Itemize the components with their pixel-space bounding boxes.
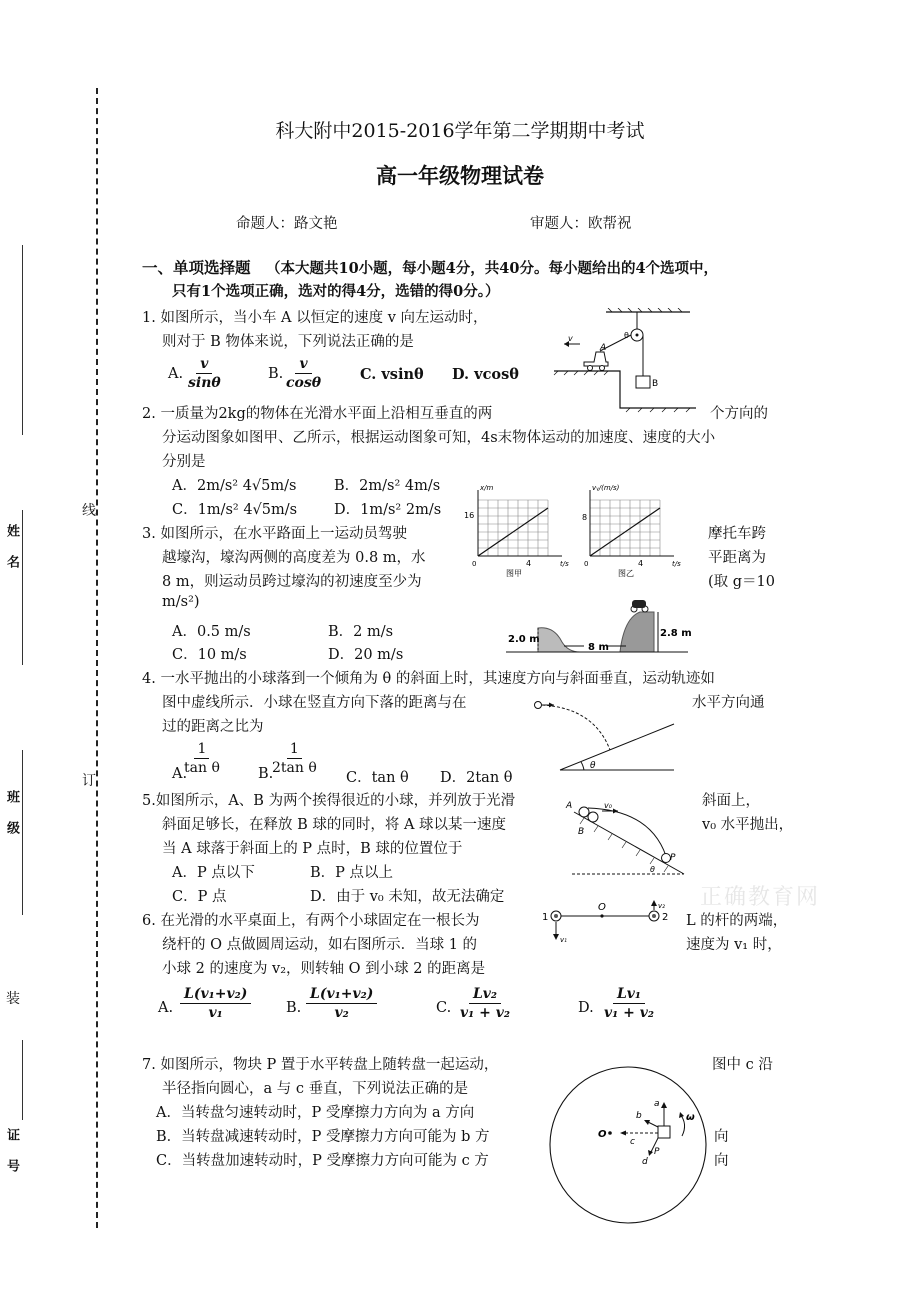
omega-arrowhead	[679, 1112, 684, 1118]
q4-figure	[528, 696, 678, 776]
q4-option-c: C．tan θ	[346, 770, 409, 786]
q2-option-a: A．2m/s² 4√5m/s	[172, 478, 297, 494]
q6-option-b-label: B.	[286, 1000, 302, 1016]
pulley-axle	[636, 334, 639, 337]
jia-xtick: 4	[526, 559, 532, 568]
v2-arrowhead	[651, 900, 657, 906]
q1-line2: 则对于 B 物体来说，下列说法正确的是	[162, 334, 414, 350]
q4-line3: 过的距离之比为	[162, 719, 264, 735]
q6-option-a-label: A.	[158, 1000, 174, 1016]
q1-option-c: C. vsinθ	[360, 366, 424, 383]
q6-a-den: v₁	[208, 1005, 223, 1021]
q3-option-c: C．10 m/s	[172, 647, 247, 663]
throw-arrowhead	[549, 703, 554, 708]
q3-line3: 8 m，则运动员跨过壕沟的初速度至少为	[162, 574, 422, 590]
q6-c-den: v₁ + v₂	[460, 1005, 511, 1021]
q7-option-c-tail: 向	[714, 1153, 729, 1169]
label-1: 1	[542, 912, 549, 923]
ball-2-core	[652, 914, 656, 918]
label-v1: v₁	[560, 936, 567, 944]
q5-line2: 斜面足够长，在释放 B 球的同时，将 A 球以某一速度	[162, 817, 507, 833]
q6-a-num: L(v₁+v₂)	[180, 986, 251, 1004]
block-p	[658, 1126, 670, 1138]
label-omega: ω	[686, 1112, 695, 1123]
q2-line1: 2. 一质量为2kg的物体在光滑水平面上沿相互垂直的两	[142, 406, 493, 422]
ground-hatch	[554, 371, 690, 412]
q4-line1: 4. 一水平抛出的小球落到一个倾角为 θ 的斜面上时，其速度方向与斜面垂直，运动轨迹如	[142, 671, 715, 687]
section-note-2: 只有1个选项正确，选对的得4分，选错的得0分。）	[172, 283, 500, 300]
left-bank	[538, 628, 580, 652]
q5-line2-tail: v₀ 水平抛出，	[702, 817, 794, 833]
jia-ylabel: x/m	[480, 484, 494, 492]
ball-a	[579, 807, 589, 817]
q7-option-c: C．当转盘加速转动时，P 受摩擦力方向可能为 c 方	[156, 1153, 489, 1169]
section-heading: 一、单项选择题	[142, 258, 251, 277]
label-v: v	[568, 334, 573, 343]
q7-line2: 半径指向圆心，a 与 c 垂直，下列说法正确的是	[162, 1081, 469, 1097]
id-underline	[22, 1040, 23, 1120]
q3-option-d: D．20 m/s	[328, 647, 404, 663]
jia-grid	[478, 500, 548, 556]
class-label: 班级	[4, 790, 19, 852]
q5-option-a: A．P 点以下	[172, 865, 255, 881]
graph-jia	[464, 484, 569, 578]
q6-d-num: Lv₁	[613, 986, 645, 1004]
q3-line2-tail: 平距离为	[708, 550, 766, 566]
q4-option-b-fraction	[272, 740, 317, 777]
theta-arc	[581, 762, 584, 770]
q7-line1: 7. 如图所示，物块 P 置于水平转盘上随转盘一起运动，	[142, 1057, 499, 1073]
label-a: a	[654, 1099, 660, 1109]
graph-yi	[582, 484, 681, 578]
trajectory-a	[588, 808, 666, 856]
watermark: 正确教育网	[700, 885, 821, 910]
q5-line1-tail: 斜面上，	[702, 793, 760, 809]
q6-line1-tail: L 的杆的两端，	[686, 913, 788, 929]
q4-b-den: 2tan θ	[272, 760, 317, 776]
label-a: A	[566, 801, 573, 811]
yi-xlabel: t/s	[672, 560, 681, 568]
theta: θ	[650, 865, 655, 874]
q7-figure	[546, 1064, 712, 1226]
q4-option-a-label: A.	[172, 766, 188, 782]
theta-label: θ	[624, 331, 629, 340]
id-label: 证号	[4, 1128, 19, 1190]
q7-option-b-tail: 向	[714, 1129, 729, 1145]
gap-width: 8 m	[588, 642, 609, 653]
pivot-o	[600, 914, 603, 917]
left-height: 2.0 m	[508, 634, 540, 645]
q7-option-a: A．当转盘匀速转动时，P 受摩擦力方向为 a 方向	[156, 1105, 475, 1121]
binding-dashed-line	[96, 88, 98, 1228]
q4-line2: 图中虚线所示．小球在竖直方向下落的距离与在	[162, 695, 467, 711]
q3-option-b: B．2 m/s	[328, 624, 394, 640]
reviewer: 审题人：欧帮祝	[530, 216, 632, 232]
q6-figure	[538, 900, 678, 946]
name-underline	[22, 510, 23, 665]
arrow-d-head	[648, 1150, 653, 1156]
jia-caption: 图甲	[506, 569, 522, 578]
theta: θ	[590, 761, 596, 771]
q1-option-a-fraction	[188, 356, 221, 392]
setter: 命题人：路文艳	[236, 216, 338, 232]
q5-figure	[562, 796, 692, 880]
ball	[535, 702, 542, 709]
line-char: 线	[82, 503, 96, 519]
q4-line2-tail: 水平方向通	[692, 695, 765, 711]
label-o: O	[598, 902, 606, 913]
q4-option-a-fraction	[184, 740, 220, 777]
q5-option-b: B．P 点以上	[310, 865, 394, 881]
q2-line1-tail: 个方向的	[710, 406, 768, 422]
q4-a-den: tan θ	[184, 760, 220, 776]
label-a: A	[600, 343, 607, 353]
q2-option-c: C．1m/s² 4√5m/s	[172, 502, 298, 518]
q4-option-b-label: B.	[258, 766, 274, 782]
cart-wheel-1	[588, 366, 593, 371]
label-d: d	[642, 1157, 648, 1167]
q3-line2: 越壕沟，壕沟两侧的高度差为 0.8 m，水	[162, 550, 426, 566]
right-height: 2.8 m	[660, 628, 692, 639]
label-2: 2	[662, 912, 669, 923]
q5-option-c: C．P 点	[172, 889, 227, 905]
q6-c-num: Lv₂	[469, 986, 501, 1004]
q3-figure	[502, 588, 692, 660]
q1-a-den: sinθ	[188, 375, 221, 391]
ceiling-hatch	[608, 308, 682, 312]
turntable	[550, 1067, 706, 1223]
cart-wheel-2	[600, 366, 605, 371]
label-b: B	[652, 379, 659, 389]
v1-arrowhead	[553, 934, 559, 940]
q5-line1: 5.如图所示，A、B 为两个挨得很近的小球，并列放于光滑	[142, 793, 516, 809]
q1-a-num: v	[196, 356, 212, 374]
q2-line3: 分别是	[162, 454, 206, 470]
block-b	[636, 376, 650, 388]
yi-ylabel: vᵧ/(m/s)	[592, 484, 620, 492]
label-b: B	[578, 827, 585, 837]
q2-graphs	[462, 480, 692, 580]
q6-d-den: v₁ + v₂	[604, 1005, 655, 1021]
q1-option-b-label: B.	[268, 366, 284, 382]
q2-line2: 分运动图象如图甲、乙所示，根据运动图象可知，4s末物体运动的加速度、速度的大小	[162, 430, 716, 446]
q1-option-d: D. vcosθ	[452, 366, 519, 383]
arrow-c-head	[620, 1131, 626, 1136]
name-label: 姓名	[4, 524, 19, 586]
q2-option-b: B．2m/s² 4m/s	[334, 478, 441, 494]
q6-option-d-fraction	[604, 986, 654, 1022]
yi-caption: 图乙	[618, 569, 634, 578]
q4-option-d: D．2tan θ	[440, 770, 513, 786]
q1-option-a-label: A.	[168, 366, 184, 382]
label-v0: v₀	[604, 801, 612, 810]
q3-line1-tail: 摩托车跨	[708, 526, 766, 542]
q7-option-b: B．当转盘减速转动时，P 受摩擦力方向可能为 b 方	[156, 1129, 490, 1145]
q3-option-a: A．0.5 m/s	[172, 624, 251, 640]
ding-char: 订	[82, 773, 96, 789]
q4-a-num: 1	[194, 740, 209, 759]
ball-1-core	[554, 914, 558, 918]
q6-line3: 小球 2 的速度为 v₂，则转轴 O 到小球 2 的距离是	[162, 961, 486, 977]
ball-b	[588, 812, 598, 822]
ground-step	[554, 371, 696, 408]
q7-line1-tail: 图中 c 沿	[712, 1057, 773, 1073]
q1-b-num: v	[295, 356, 311, 374]
label-p: P	[670, 853, 676, 863]
section-note-1: （本大题共10小题，每小题4分，共40分。每小题给出的4个选项中，	[266, 260, 719, 277]
label-v2: v₂	[658, 902, 665, 910]
q3-line1: 3. 如图所示，在水平路面上一运动员驾驶	[142, 526, 407, 542]
jia-origin: 0	[472, 560, 477, 568]
q1-b-den: cosθ	[286, 375, 322, 391]
q6-line2-tail: 速度为 v₁ 时，	[686, 937, 782, 953]
exam-subtitle: 高一年级物理试卷	[376, 164, 544, 188]
q6-option-c-label: C.	[436, 1000, 452, 1016]
q6-b-den: v₂	[334, 1005, 349, 1021]
incline	[560, 724, 674, 770]
label-p: P	[654, 1147, 660, 1157]
jia-ytick: 16	[464, 511, 475, 520]
zhuang-char: 装	[6, 991, 20, 1007]
q1-option-b-fraction	[286, 356, 321, 392]
trajectory	[542, 705, 610, 750]
q5-line3: 当 A 球落于斜面上的 P 点时，B 球的位置位于	[162, 841, 463, 857]
name-underline-top	[22, 245, 23, 435]
label-c: c	[630, 1137, 635, 1147]
q3-line3-tail: (取 g＝10	[708, 574, 775, 590]
q6-line1: 6. 在光滑的水平桌面上，有两个小球固定在一根长为	[142, 913, 480, 929]
q6-option-b-fraction	[306, 986, 377, 1022]
q4-b-num: 1	[287, 740, 302, 759]
q1-figure	[550, 308, 700, 416]
q5-option-d: D．由于 v₀ 未知，故无法确定	[310, 889, 505, 905]
yi-xtick: 4	[638, 559, 644, 568]
yi-grid	[590, 500, 660, 556]
q1-line1: 1. 如图所示，当小车 A 以恒定的速度 v 向左运动时，	[142, 310, 488, 326]
label-o: O	[598, 1129, 607, 1140]
label-b: b	[636, 1111, 642, 1121]
yi-origin: 0	[584, 560, 589, 568]
q6-option-d-label: D.	[578, 1000, 594, 1016]
yi-ytick: 8	[582, 513, 588, 522]
q6-b-num: L(v₁+v₂)	[306, 986, 377, 1004]
center-o	[608, 1131, 612, 1135]
arrow-a-head	[661, 1102, 667, 1108]
q2-option-d: D．1m/s² 2m/s	[334, 502, 442, 518]
motorcycle	[632, 600, 646, 608]
class-underline	[22, 750, 23, 915]
cart-a	[584, 352, 608, 366]
q6-line2: 绕杆的 O 点做圆周运动，如右图所示．当球 1 的	[162, 937, 478, 953]
q6-option-c-fraction	[460, 986, 510, 1022]
slope-hatch	[580, 818, 668, 872]
exam-title: 科大附中2015-2016学年第二学期期中考试	[275, 120, 645, 142]
q3-line4: m/s²)	[162, 594, 200, 610]
q6-option-a-fraction	[180, 986, 251, 1022]
jia-xlabel: t/s	[560, 560, 569, 568]
